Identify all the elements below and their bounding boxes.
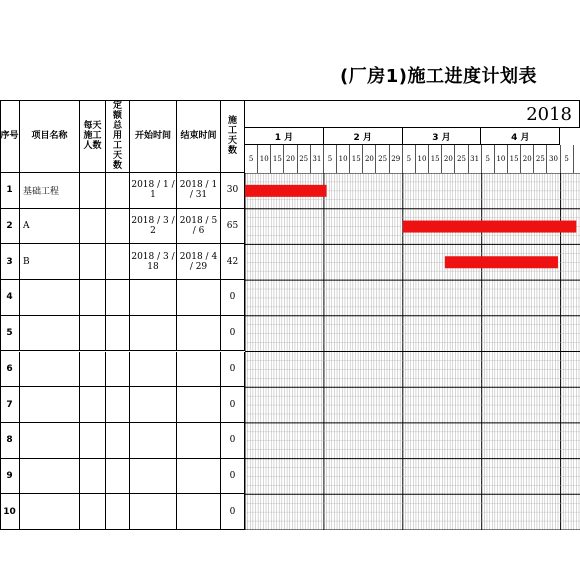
header-workers: 每天施工人数 [80,100,106,173]
row-number: 3 [0,244,20,280]
month-header: 1 月 [245,128,324,145]
day-tick-label: 25 [455,145,468,173]
day-tick-label: 10 [337,145,350,173]
end-date-cell[interactable] [177,459,221,495]
gantt-bar-1[interactable] [245,185,327,197]
quota-cell[interactable] [106,387,130,423]
month-header: 2 月 [324,128,403,145]
start-date-cell[interactable] [130,423,177,459]
header-seq: 序号 [0,100,20,173]
day-tick-label: 10 [416,145,429,173]
quota-cell[interactable] [106,316,130,352]
task-name-cell[interactable] [20,459,80,495]
duration-cell: 0 [221,280,245,316]
duration-cell: 42 [221,244,245,280]
workers-cell[interactable] [80,209,106,245]
start-date-cell[interactable] [130,280,177,316]
day-tick-label: 15 [350,145,363,173]
header-name: 项目名称 [20,100,80,173]
day-tick-label: 10 [258,145,271,173]
day-tick-label: 25 [298,145,311,173]
quota-cell[interactable] [106,209,130,245]
task-name-cell[interactable]: 基础工程 [20,173,80,209]
workers-cell[interactable] [80,387,106,423]
end-date-cell[interactable]: 2018 / 1 / 31 [177,173,221,209]
workers-cell[interactable] [80,459,106,495]
start-date-cell[interactable] [130,316,177,352]
gantt-grid [245,173,580,530]
workers-cell[interactable] [80,280,106,316]
workers-cell[interactable] [80,352,106,388]
duration-cell: 0 [221,494,245,530]
day-tick-label: 31 [311,145,324,173]
end-date-cell[interactable] [177,352,221,388]
duration-cell: 30 [221,173,245,209]
task-name-cell[interactable] [20,352,80,388]
duration-cell: 65 [221,209,245,245]
workers-cell[interactable] [80,316,106,352]
day-tick-label: 20 [442,145,455,173]
header-start: 开始时间 [130,100,177,173]
start-date-cell[interactable] [130,387,177,423]
day-tick-label: 5 [324,145,337,173]
header-end: 结束时间 [177,100,221,173]
row-number: 7 [0,387,20,423]
task-name-cell[interactable] [20,280,80,316]
year-label: 2018 [526,104,572,125]
day-tick-label: 29 [390,145,403,173]
duration-cell: 0 [221,316,245,352]
task-name-cell[interactable] [20,494,80,530]
row-number: 8 [0,423,20,459]
header-days: 施工天数 [221,100,245,173]
month-header: 3 月 [403,128,482,145]
quota-cell[interactable] [106,173,130,209]
day-tick-label: 5 [245,145,258,173]
end-date-cell[interactable]: 2018 / 4 / 29 [177,244,221,280]
gantt-bar-2[interactable] [403,221,577,233]
quota-cell[interactable] [106,280,130,316]
row-number: 9 [0,459,20,495]
end-date-cell[interactable] [177,494,221,530]
end-date-cell[interactable] [177,387,221,423]
duration-cell: 0 [221,387,245,423]
task-name-cell[interactable]: B [20,244,80,280]
day-tick-label: 5 [482,145,495,173]
start-date-cell[interactable] [130,494,177,530]
row-number: 6 [0,352,20,388]
schedule-title: (厂房1)施工进度计划表 [340,66,537,87]
end-date-cell[interactable] [177,280,221,316]
day-tick-label: 5 [561,145,574,173]
task-name-cell[interactable]: A [20,209,80,245]
day-tick-label: 15 [271,145,284,173]
day-tick-label: 15 [429,145,442,173]
row-number: 1 [0,173,20,209]
day-tick-label: 25 [377,145,390,173]
start-date-cell[interactable] [130,352,177,388]
end-date-cell[interactable] [177,423,221,459]
header-quota: 定额总用工天数 [106,100,130,173]
workers-cell[interactable] [80,423,106,459]
row-number: 2 [0,209,20,245]
duration-cell: 0 [221,352,245,388]
month-header: 4 月 [481,128,560,145]
end-date-cell[interactable]: 2018 / 5 / 6 [177,209,221,245]
start-date-cell[interactable] [130,459,177,495]
row-number: 4 [0,280,20,316]
task-name-cell[interactable] [20,387,80,423]
day-tick-label: 20 [363,145,376,173]
quota-cell[interactable] [106,459,130,495]
duration-cell: 0 [221,459,245,495]
workers-cell[interactable] [80,244,106,280]
task-name-cell[interactable] [20,423,80,459]
start-date-cell[interactable]: 2018 / 3 / 18 [130,244,177,280]
day-tick-label: 25 [534,145,547,173]
start-date-cell[interactable]: 2018 / 1 / 1 [130,173,177,209]
row-number: 10 [0,494,20,530]
row-number: 5 [0,316,20,352]
task-name-cell[interactable] [20,316,80,352]
quota-cell[interactable] [106,244,130,280]
quota-cell[interactable] [106,494,130,530]
day-tick-label: 20 [284,145,297,173]
day-tick-label: 20 [521,145,534,173]
day-tick-label: 10 [495,145,508,173]
workers-cell[interactable] [80,173,106,209]
gantt-bar-3[interactable] [445,256,558,268]
start-date-cell[interactable]: 2018 / 3 / 2 [130,209,177,245]
workers-cell[interactable] [80,494,106,530]
day-tick-label: 15 [508,145,521,173]
quota-cell[interactable] [106,352,130,388]
day-tick-label: 5 [403,145,416,173]
day-tick-label: 30 [547,145,560,173]
end-date-cell[interactable] [177,316,221,352]
duration-cell: 0 [221,423,245,459]
day-tick-label: 31 [469,145,482,173]
quota-cell[interactable] [106,423,130,459]
